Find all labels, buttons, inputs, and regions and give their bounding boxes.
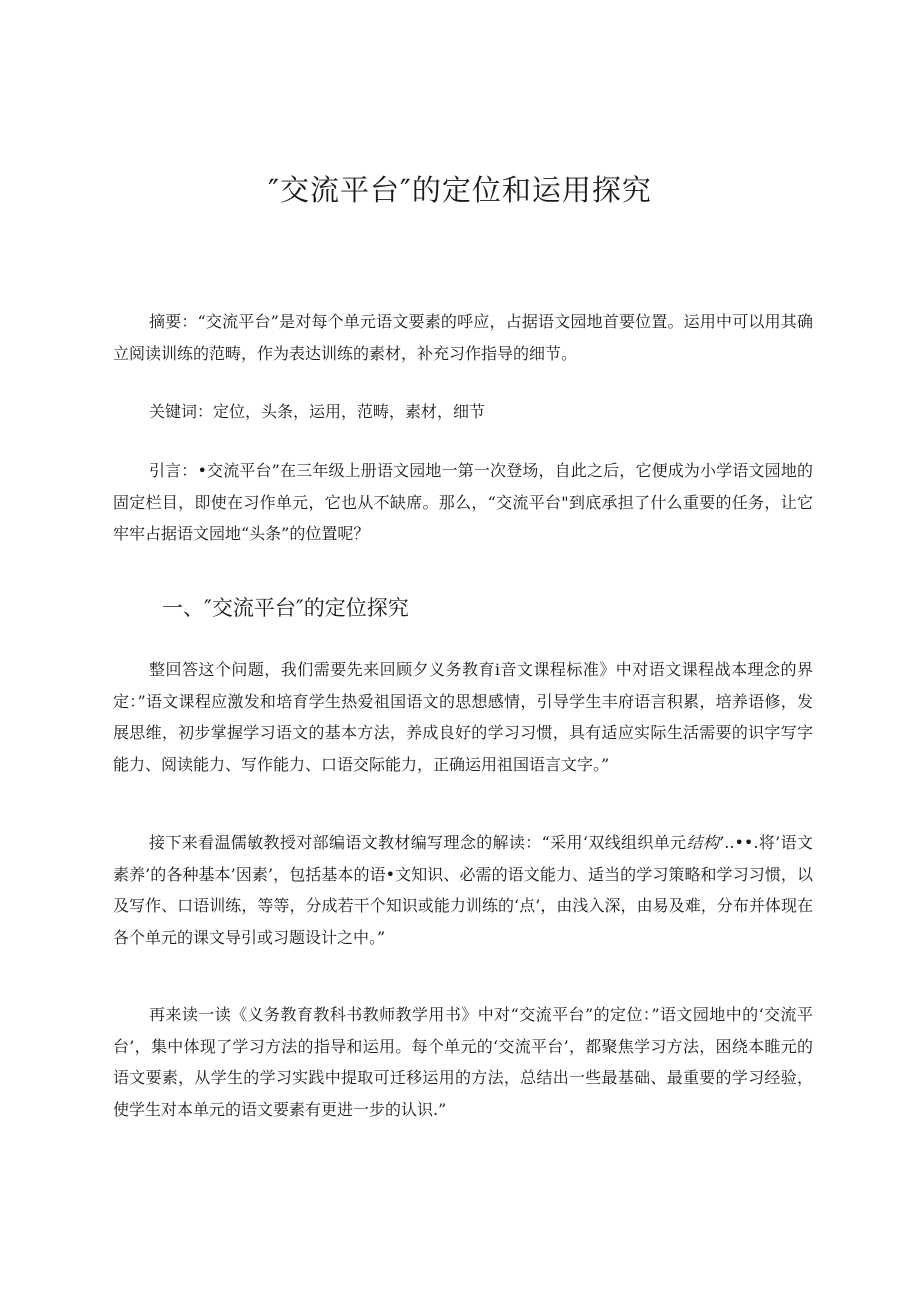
- para2-italic-text: 结构’..•: [686, 833, 744, 852]
- body-paragraph-3: 再来读一读《义务教育教科书教师教学用书》中对“交流平台”的定位：”语文园地中的‘交流平台’，集中体现了学习方法的指导和运用。每个单元的‘交流平台’，都聚焦学习方法，困绕本睢元的语文要素，从学生的学习实践中提取可迁移运用的方法，总结出一些最基础、最重要的学习经验，使学生对本单元的语文要素有更进一步的认识.”: [113, 1005, 813, 1119]
- section-heading: 一、″交流平台″的定位探究: [162, 596, 409, 620]
- para2-text-a: 接下来看温儒敏教授对部编语文教材编写理念的解读：“采用‘双线组织单元: [149, 833, 687, 852]
- para2-text-b: •.将’语文素养’的各种基本’因素’，包括基本的语•文知识、必需的语文能力、适当的学习策略和学习习惯，以及写作、口语训练，等等，分成若干个知识或能力训练的‘点’，由浅入深，由易及难，分布并体现在各个单元的课文导引或习题设计之中。”: [113, 833, 813, 947]
- abstract-paragraph: 摘要：“交流平台”是对每个单元语文要素的呼应，占据语文园地首要位置。运用中可以用其确立阅读训练的范畴，作为表达训练的素材，补充习作指导的细节。: [113, 312, 813, 363]
- keywords-paragraph: 关键词：定位，头条，运用，范畴，素材，细节: [149, 402, 486, 421]
- document-title: ″交流平台″的定位和运用探究: [268, 173, 652, 207]
- intro-paragraph: 引言：•交流平台”在三年级上册语文园地一第一次登场，自此之后，它便成为小学语文园地的固定栏目，即使在习作单元，它也从不缺席。那么，“交流平台"到底承担了什么重要的任务，让它牢牢占据语文园地“头条”的位置呢？: [113, 461, 813, 543]
- body-paragraph-2: [113, 827, 813, 953]
- body-paragraph-1: 整回答这个问题，我们需要先来回顾夕义务教育i音文课程标准》中对语文课程战本理念的界定：”语文课程应激发和培育学生热爱祖国语文的思想感情，引导学生丰府语言积累，培养语修，发展思维，初步掌握学习语文的基本方法，养成良好的学习习惯，具有适应实际生活需要的识字写字能力、阅读能力、写作能力、口语交际能力，正确运用祖国语言文字。”: [113, 660, 813, 774]
